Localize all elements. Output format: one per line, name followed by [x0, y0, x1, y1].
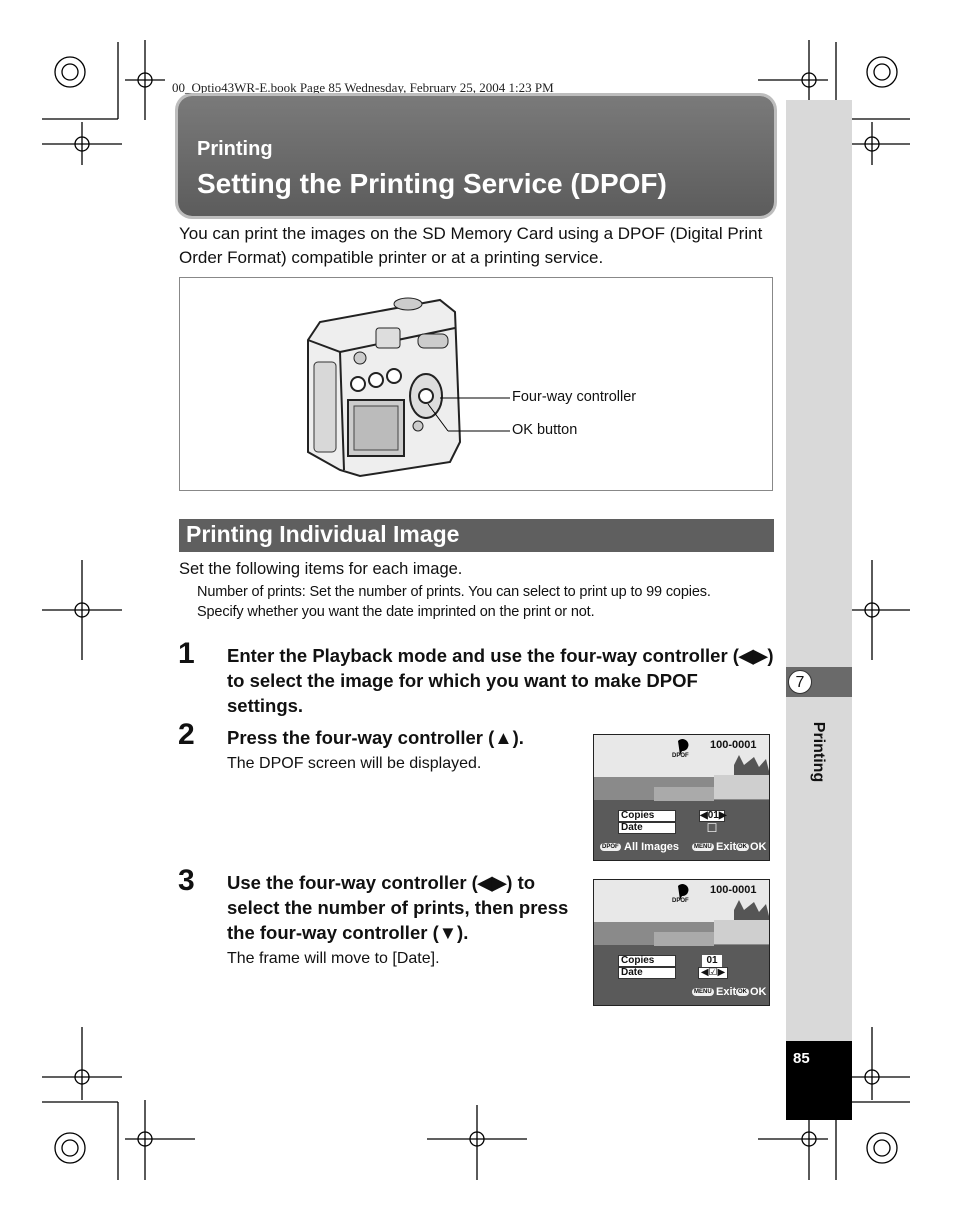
- file-info-line: 00_Optio43WR-E.book Page 85 Wednesday, February 25, 2004 1:23 PM: [172, 80, 554, 95]
- screen-2-copies-label: Copies: [618, 955, 676, 967]
- screen-1-date-label: Date: [618, 822, 676, 834]
- page-title: Setting the Printing Service (DPOF): [197, 168, 667, 199]
- dpof-screen-2: [593, 879, 770, 1006]
- step-3-number: 3: [178, 864, 195, 897]
- step-1-text: Enter the Playback mode and use the four-way controller (◀▶) to select the image for which you want to make DPOF settings.: [227, 645, 774, 716]
- camera-illustration: [300, 292, 512, 482]
- callout-four-way-controller: Four-way controller: [512, 389, 637, 405]
- page-number: 85: [793, 1050, 810, 1067]
- subsection-lead: Set the following items for each image.: [179, 560, 463, 578]
- step-3-note: The frame will move to [Date].: [227, 950, 440, 967]
- screen-1-all-images: All Images: [624, 841, 680, 853]
- screen-1-copies-value: ◀01▶: [700, 810, 727, 821]
- step-2-number: 2: [178, 718, 195, 751]
- screen-2-menu-button: MENU: [694, 989, 712, 995]
- screen-2-date-label: Date: [618, 967, 676, 979]
- screen-1-exit: Exit: [716, 841, 737, 853]
- chapter-number: 7: [788, 670, 812, 694]
- screen-1-date-checkbox: ☐: [706, 821, 718, 835]
- dpof-screen-1: [593, 734, 770, 861]
- detail-date: Specify whether you want the date imprinted on the print or not.: [197, 604, 595, 620]
- section-label: Printing: [197, 138, 273, 160]
- step-1-number: 1: [178, 637, 195, 670]
- screen-1-ok: OK: [750, 841, 767, 853]
- screen-2-file-no: 100-0001: [710, 884, 757, 896]
- chapter-label: Printing: [810, 721, 827, 783]
- screen-2-ok-button: OK: [738, 989, 747, 995]
- step-3-text: Use the four-way controller (◀▶) to select the number of prints, then press the four-way controller (▼).: [227, 872, 569, 943]
- detail-copies: Number of prints: Set the number of prints. You can select to print up to 99 copies.: [197, 584, 711, 600]
- callout-ok-button: OK button: [512, 422, 578, 438]
- screen-1-file-no: 100-0001: [710, 739, 757, 751]
- screen-1-ok-button: OK: [738, 844, 747, 850]
- step-2-text: Press the four-way controller (▲).: [227, 727, 524, 748]
- screen-1-copies-label: Copies: [618, 810, 676, 822]
- intro-paragraph: You can print the images on the SD Memory Card using a DPOF (Digital Print Order Format) compatible printer or at a printing service.: [179, 224, 763, 267]
- step-2-note: The DPOF screen will be displayed.: [227, 755, 482, 772]
- ok-button-icon: [419, 389, 433, 403]
- screen-2-date-checkbox: ◀☑▶: [698, 967, 728, 979]
- screen-1-dpof-button: DPOF: [602, 844, 619, 850]
- chapter-sidebar: [786, 100, 852, 1120]
- subsection-title: Printing Individual Image: [186, 521, 460, 547]
- screen-1-menu-button: MENU: [694, 844, 712, 850]
- screen-2-dpof-label: DPOF: [672, 898, 689, 904]
- screen-2-copies-value: 01: [702, 955, 722, 967]
- screen-1-dpof-label: DPOF: [672, 753, 689, 759]
- screen-2-exit: Exit: [716, 986, 737, 998]
- screen-2-ok: OK: [750, 986, 767, 998]
